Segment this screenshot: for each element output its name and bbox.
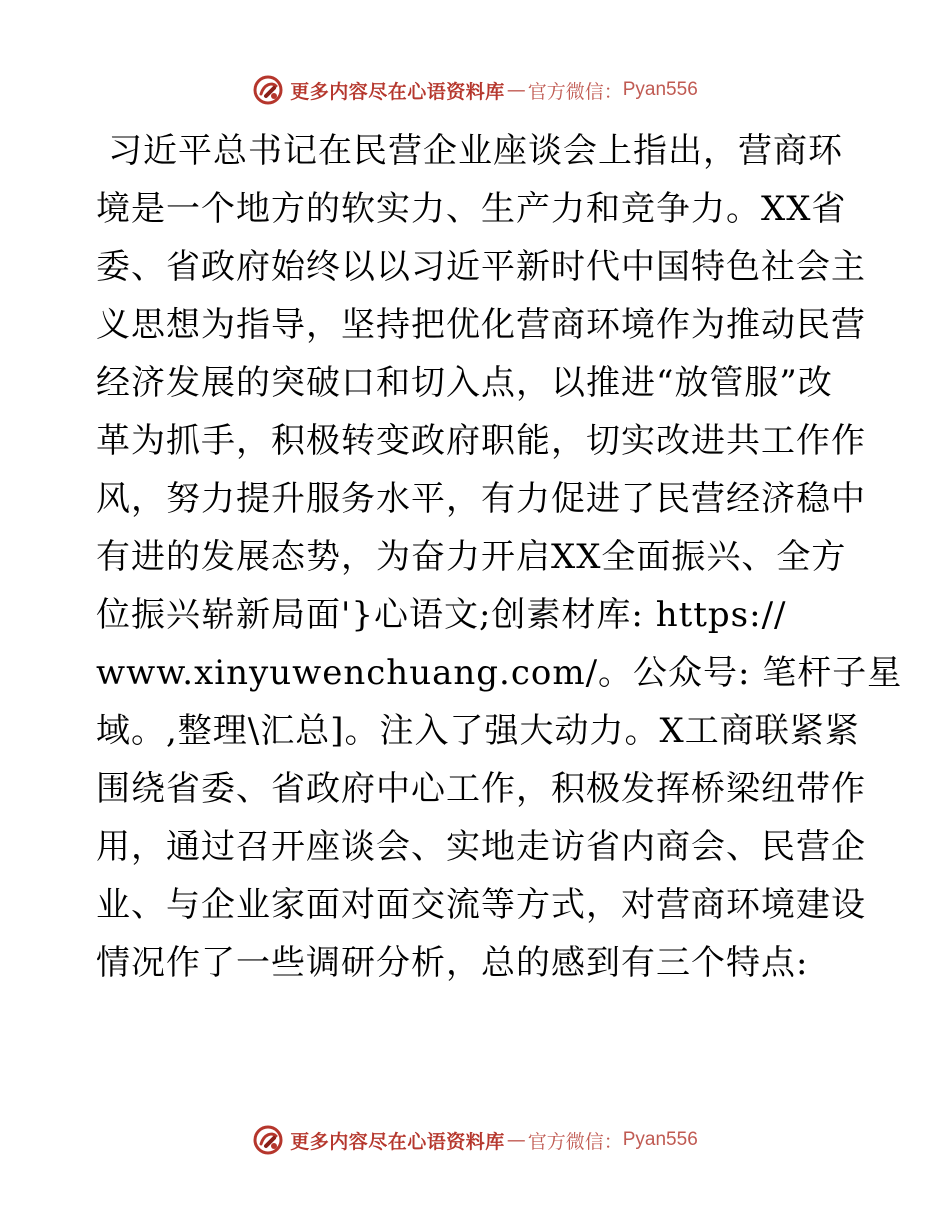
footer-banner: [0, 1120, 950, 1160]
body-line: 习近平总书记在民营企业座谈会上指出，营商环: [108, 131, 843, 171]
body-line: www.xinyuwenchuang.com/。公众号: 笔杆子星: [96, 653, 903, 693]
body-line: 情况作了一些调研分析，总的感到有三个特点:: [96, 943, 809, 983]
body-line: 境是一个地方的软实力、生产力和竞争力。XX省: [96, 189, 847, 229]
body-line: 业、与企业家面对面交流等方式，对营商环境建设: [96, 885, 866, 925]
body-line: 用，通过召开座谈会、实地走访省内商会、民营企: [96, 827, 866, 867]
footer-wechat-handle: Pyan556: [622, 1129, 698, 1150]
header-banner: [0, 70, 950, 110]
body-line: 域。,整理\汇总]。注入了强大动力。X工商联紧紧: [96, 711, 860, 751]
header-separator: —: [506, 79, 526, 101]
body-line: 位振兴崭新局面'}心语文;创素材库: https://: [96, 595, 787, 635]
body-line: 经济发展的突破口和切入点，以推进“放管服”改: [96, 363, 833, 403]
body-line: 委、省政府始终以以习近平新时代中国特色社会主: [96, 247, 866, 287]
header-wechat-handle: Pyan556: [622, 79, 698, 100]
footer-brand-text: 更多内容尽在心语资料库: [290, 1130, 505, 1153]
document-body: [96, 122, 903, 992]
brush-swirl-logo-icon: [252, 74, 284, 106]
body-line: 有进的发展态势，为奋力开启XX全面振兴、全方: [96, 537, 847, 577]
header-brand-text: 更多内容尽在心语资料库: [290, 80, 505, 103]
body-line: 革为抓手，积极转变政府职能，切实改进共工作作: [96, 421, 866, 461]
body-line: 风，努力提升服务水平，有力促进了民营经济稳中: [96, 479, 866, 519]
footer-separator: —: [506, 1129, 526, 1151]
header-wechat-label: 官方微信：: [527, 80, 623, 103]
brush-swirl-logo-icon: [252, 1124, 284, 1156]
body-line: 义思想为指导，坚持把优化营商环境作为推动民营: [96, 305, 866, 345]
body-line: 围绕省委、省政府中心工作，积极发挥桥梁纽带作: [96, 769, 866, 809]
footer-wechat-label: 官方微信：: [527, 1130, 623, 1153]
